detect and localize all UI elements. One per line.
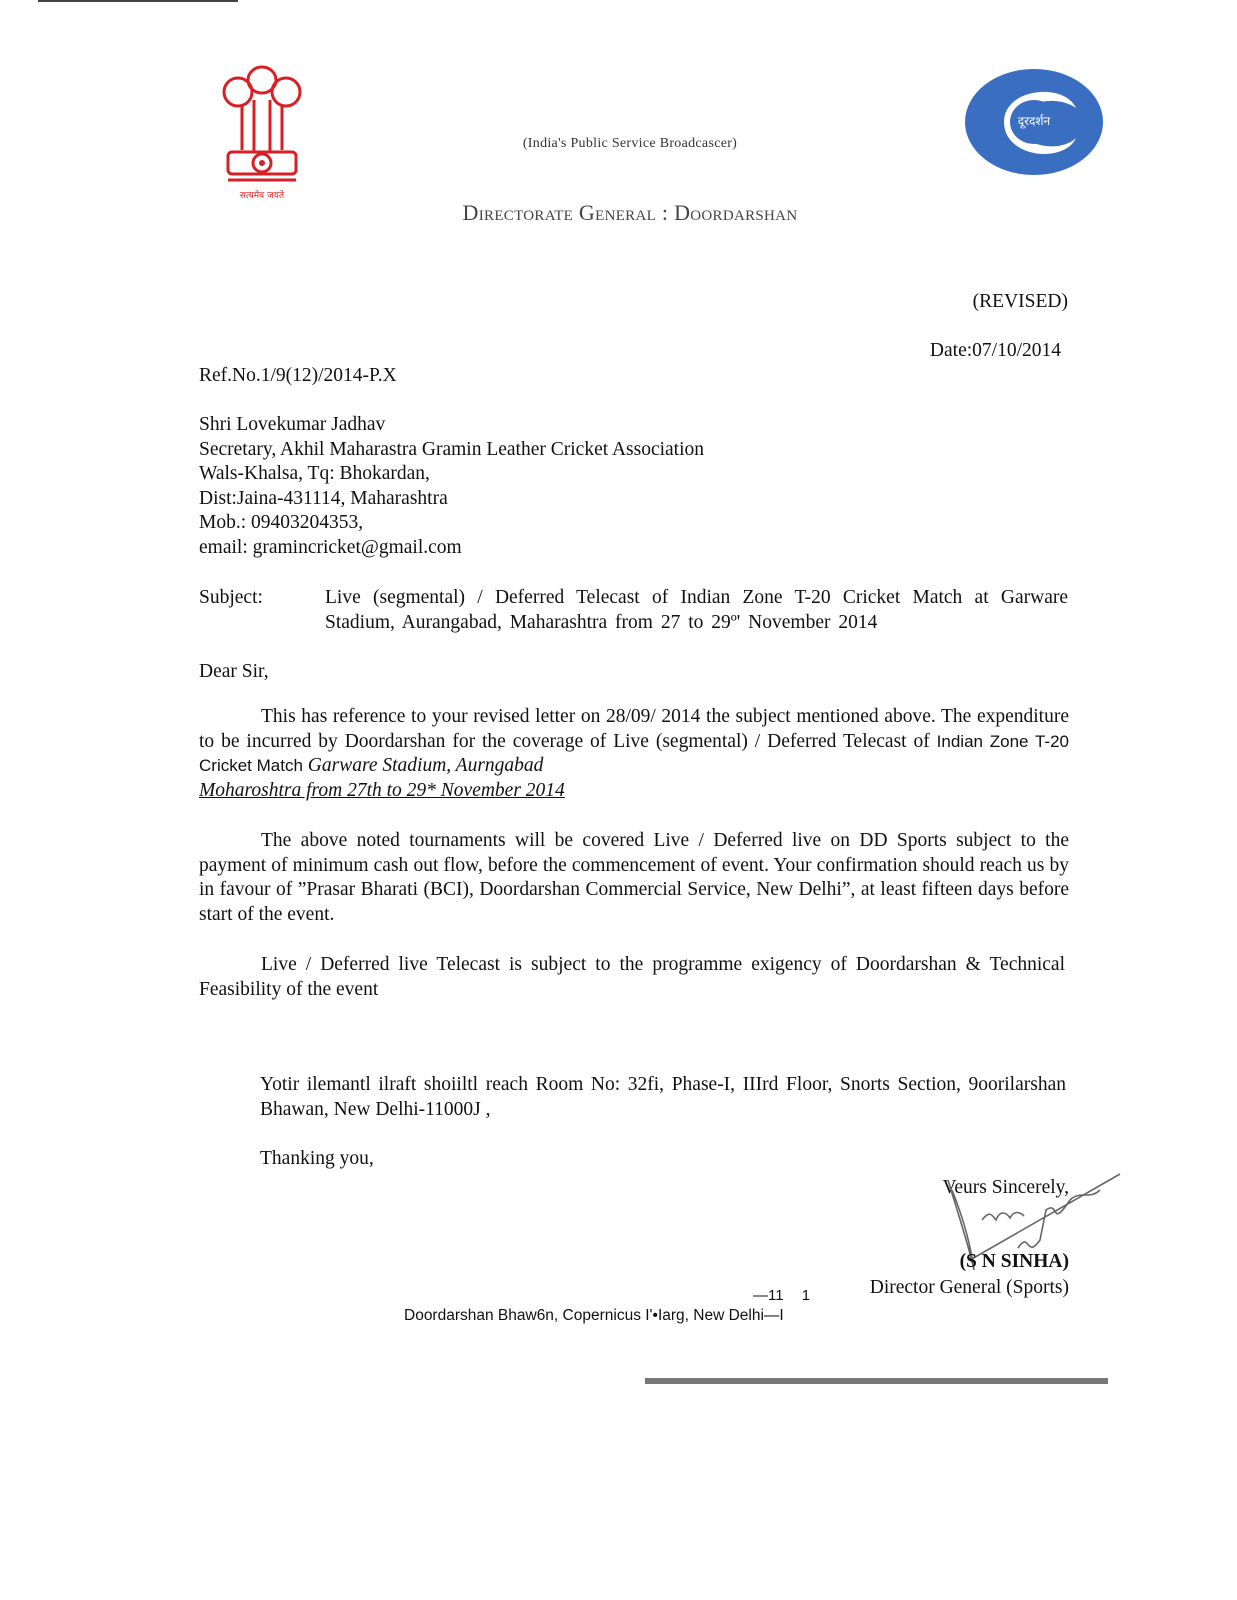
event-dates: Moharoshtra from 27th to 29* November 2014 bbox=[199, 779, 565, 801]
recipient-line: Wals-Khalsa, Tq: Bhokardan, bbox=[199, 463, 430, 485]
logo-text: दूरदर्शन bbox=[1017, 114, 1051, 128]
recipient-address bbox=[199, 413, 704, 561]
letter-date: Date:07/10/2014 bbox=[929, 340, 1061, 361]
paragraph-exigency: Live / Deferred live Telecast is subject to the programme exigency of Doordarshan & Technical Feasibility of the event bbox=[199, 954, 1065, 1000]
signatory-name: (S N SINHA) bbox=[959, 1251, 1069, 1272]
recipient-line: Dist:Jaina-431114, Maharashtra bbox=[199, 487, 448, 509]
organization-title: Directorate General : Doordarshan bbox=[462, 200, 798, 225]
tagline: (India's Public Service Broadcascer) bbox=[522, 136, 738, 151]
salutation: Dear Sir, bbox=[199, 661, 269, 682]
top-rule bbox=[38, 0, 238, 2]
recipient-line: Mob.: 09403204353, bbox=[199, 512, 364, 534]
reference-number: Ref.No.1/9(12)/2014-P.X bbox=[199, 365, 397, 386]
subject-text: Live (segmental) / Deferred Telecast of Indian Zone T-20 Cricket Match at Garware Stadium, Aurangabad, Maharashtra from 27 to 29º' November 2014 bbox=[325, 587, 1068, 633]
signoff: Veurs Sincerely, bbox=[942, 1177, 1069, 1198]
signatory-title: Director General (Sports) bbox=[869, 1277, 1069, 1298]
doordarshan-logo bbox=[964, 68, 1104, 176]
match-name: Indian Zone T-20 Cricket Match bbox=[199, 731, 1069, 776]
recipient-line: Shri Lovekumar Jadhav bbox=[199, 414, 386, 435]
paragraph-room: Yotir ilemantl ilraft shoiiltl reach Room No: 32fi, Phase-I, IIIrd Floor, Snorts Section, 9oorilarshan Bhawan, New Delhi-11000J , bbox=[260, 1074, 1066, 1120]
paragraph-text: This has reference to your revised letter on 28/09/ 2014 the subject mentioned above. The expenditure to be incurred by Doordarshan for the coverage of Live (segmental) / Deferred Telecast of bbox=[199, 706, 1069, 752]
footer-marks: —11 1 bbox=[753, 1287, 811, 1304]
closing: Thanking you, bbox=[260, 1148, 374, 1169]
recipient-line: email: gramincricket@gmail.com bbox=[199, 536, 462, 558]
venue: Garware Stadium, Aurngabad bbox=[307, 755, 544, 777]
bottom-rule bbox=[645, 1378, 1108, 1384]
emblem-motto: सत्यमेव जयते bbox=[239, 191, 285, 201]
subject-label: Subject: bbox=[199, 587, 263, 608]
recipient-line: Secretary, Akhil Maharastra Gramin Leather Cricket Association bbox=[199, 438, 705, 460]
paragraph-reference bbox=[199, 705, 1069, 803]
footer-address: Doordarshan Bhaw6n, Copernicus I'•Iarg, New Delhi—I bbox=[404, 1307, 784, 1324]
paragraph-coverage: The above noted tournaments will be covered Live / Deferred live on DD Sports subject to the payment of minimum cash out flow, before the commencement of event. Your confirmation should reach us by in favour of ”Prasar Bharati (BCI), Doordarshan Commercial Service, New Delhi”, at least fifteen days before start of the event. bbox=[199, 830, 1069, 925]
revised-label: (REVISED) bbox=[972, 291, 1068, 312]
national-emblem-icon bbox=[218, 60, 306, 200]
